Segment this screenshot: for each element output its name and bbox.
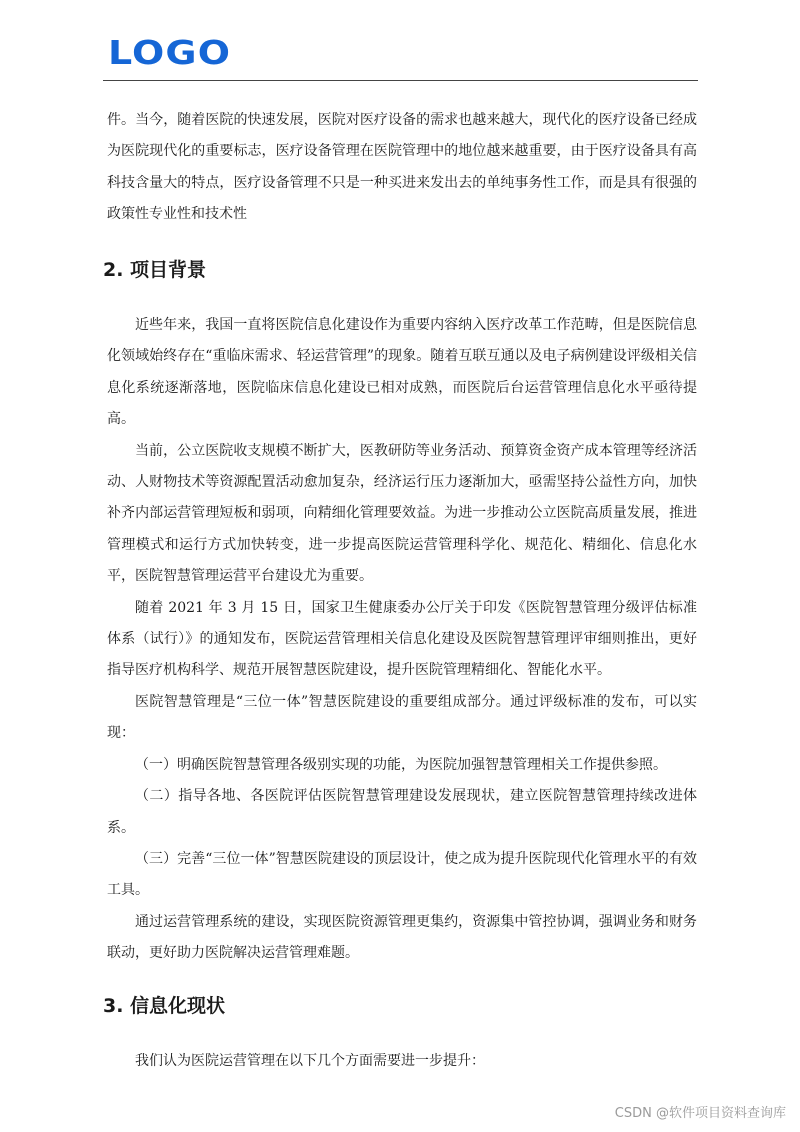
section-2-body: [107, 310, 697, 970]
paragraph: 随着 2021 年 3 月 15 日，国家卫生健康委办公厅关于印发《医院智慧管理分级评估标准体系（试行）》的通知发布，医院运营管理相关信息化建设及医院智慧管理评审细则推出，更好指导医疗机构科学、规范开展智慧医院建设，提升医院管理精细化、智能化水平。: [107, 599, 697, 679]
section-3-heading: 3. 信息化现状: [103, 995, 226, 1017]
intro-block: [107, 105, 697, 231]
paragraph: 当前，公立医院收支规模不断扩大，医教研防等业务活动、预算资金资产成本管理等经济活动、人财物技术等资源配置活动愈加复杂，经济运行压力逐渐加大，亟需坚持公益性方向，加快补齐内部运营管理短板和弱项，向精细化管理要效益。为进一步推动公立医院高质量发展，推进管理模式和运行方式加快转变，进一步提高医院运营管理科学化、规范化、精细化、信息化水平，医院智慧管理运营平台建设尤为重要。: [107, 442, 697, 585]
list-item: （一）明确医院智慧管理各级别实现的功能，为医院加强智慧管理相关工作提供参照。: [135, 756, 667, 773]
logo: LOGO: [108, 33, 232, 72]
paragraph: 通过运营管理系统的建设，实现医院资源管理更集约，资源集中管控协调，强调业务和财务联动，更好助力医院解决运营管理难题。: [107, 913, 697, 962]
list-item: （三）完善“三位一体”智慧医院建设的顶层设计，使之成为提升医院现代化管理水平的有效工具。: [107, 850, 697, 899]
intro-paragraph: 件。当今，随着医院的快速发展，医院对医疗设备的需求也越来越大，现代化的医疗设备已经成为医院现代化的重要标志，医疗设备管理在医院管理中的地位越来越重要，由于医疗设备具有高科技含量大的特点，医疗设备管理不只是一种买进来发出去的单纯事务性工作，而是具有很强的政策性专业性和技术性: [107, 112, 697, 223]
header-rule: [103, 80, 698, 81]
paragraph: 近些年来，我国一直将医院信息化建设作为重要内容纳入医疗改革工作范畴，但是医院信息化领域始终存在“重临床需求、轻运营管理”的现象。随着互联互通以及电子病例建设评级相关信息化系统逐渐落地，医院临床信息化建设已相对成熟，而医院后台运营管理信息化水平亟待提高。: [107, 317, 697, 428]
section-2-heading: 2. 项目背景: [103, 259, 207, 281]
paragraph: 我们认为医院运营管理在以下几个方面需要进一步提升：: [135, 1053, 485, 1069]
list-item: （二）指导各地、各医院评估医院智慧管理建设发展现状，建立医院智慧管理持续改进体系。: [107, 788, 697, 836]
watermark: CSDN @软件项目资料查询库: [614, 1106, 786, 1121]
paragraph: 医院智慧管理是“三位一体”智慧医院建设的重要组成部分。通过评级标准的发布，可以实现：: [107, 693, 697, 742]
section-3-body: [107, 1046, 697, 1077]
